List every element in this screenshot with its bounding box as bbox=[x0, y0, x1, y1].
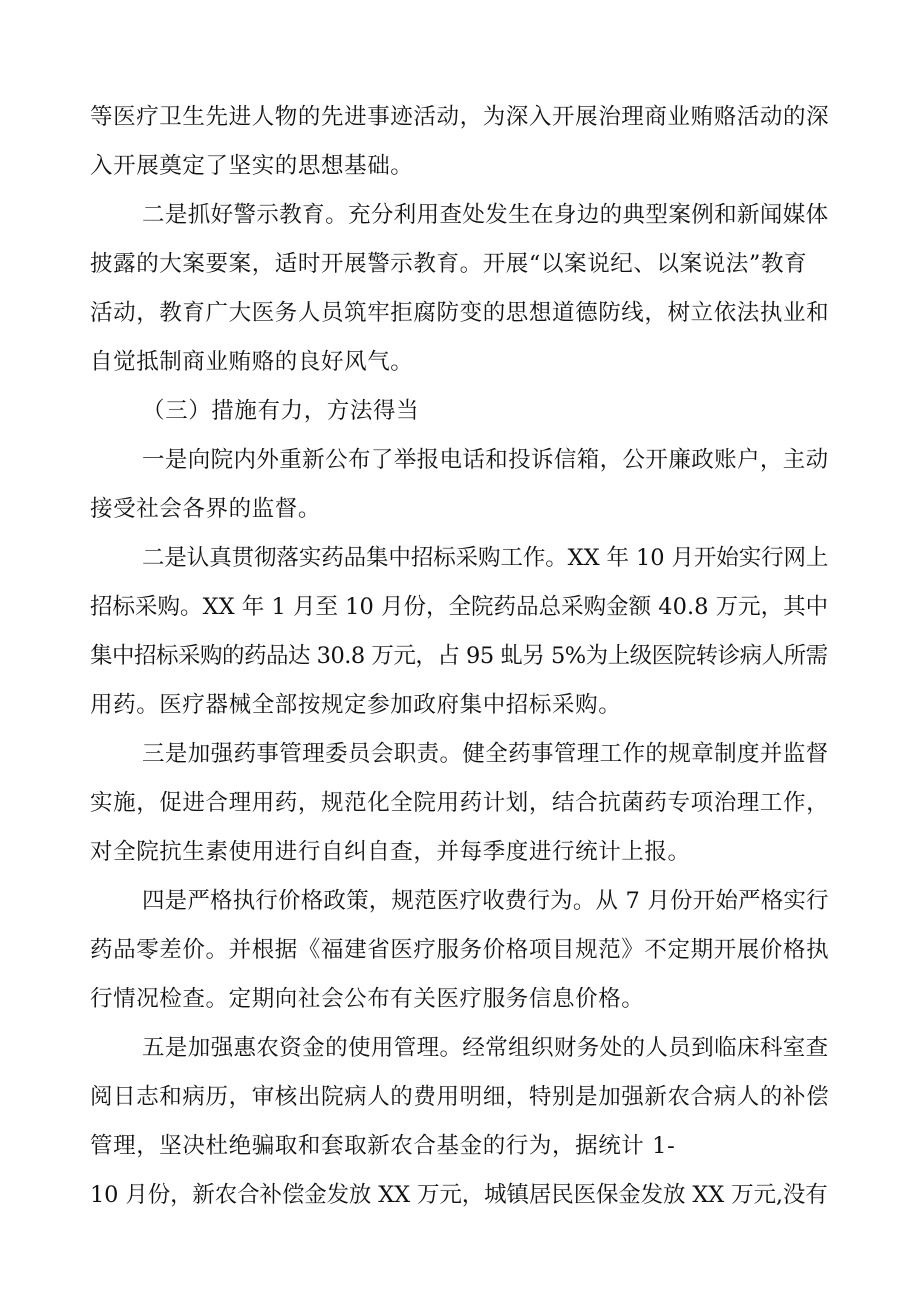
paragraph-1 bbox=[90, 93, 830, 191]
text-line: 等医疗卫生先进人物的先进事迹活动，为深入开展治理商业贿赂活动的深 bbox=[90, 104, 830, 130]
paragraph-4 bbox=[90, 534, 830, 730]
text-line: 入开展奠定了坚实的思想基础。 bbox=[90, 153, 414, 179]
text-line: 实施，促进合理用药，规范化全院用药计划，结合抗菌药专项治理工作， bbox=[90, 790, 830, 816]
text-line: 披露的大案要案，适时开展警示教育。开展“以案说纪、以案说法”教育 bbox=[90, 251, 808, 277]
text-line: 接受社会各界的监督。 bbox=[90, 496, 322, 522]
paragraph-6 bbox=[90, 877, 830, 1024]
text-line: 用药。医疗器械全部按规定参加政府集中招标采购。 bbox=[90, 692, 622, 718]
document-page bbox=[90, 93, 830, 1220]
text-line: 三是加强药事管理委员会职责。健全药事管理工作的规章制度并监督 bbox=[142, 741, 829, 767]
text-line: 10 月份，新农合补偿金发放 XX 万元，城镇居民医保金发放 XX 万元,没有 bbox=[90, 1182, 828, 1208]
text-line: 二是抓好警示教育。充分利用查处发生在身边的典型案例和新闻媒体 bbox=[142, 202, 829, 228]
text-line: 阅日志和病历，审核出院病人的费用明细，特别是加强新农合病人的补偿 bbox=[90, 1084, 830, 1110]
paragraph-7 bbox=[90, 1024, 830, 1220]
text-line: 四是严格执行价格政策，规范医疗收费行为。从 7 月份开始严格实行 bbox=[142, 888, 829, 914]
text-line: 活动，教育广大医务人员筑牢拒腐防变的思想道德防线，树立依法执业和 bbox=[90, 300, 830, 326]
text-line: 自觉抵制商业贿赂的良好风气。 bbox=[90, 349, 414, 375]
text-line: 集中招标采购的药品达 30.8 万元，占 95 虬另 5%为上级医院转诊病人所需 bbox=[90, 643, 828, 669]
text-line: 对全院抗生素使用进行自纠自查，并每季度进行统计上报。 bbox=[90, 839, 691, 865]
text-line: 行情况检查。定期向社会公布有关医疗服务信息价格。 bbox=[90, 986, 645, 1012]
section-heading: （三）措施有力，方法得当 bbox=[142, 398, 420, 424]
text-line: 五是加强惠农资金的使用管理。经常组织财务处的人员到临床科室查 bbox=[142, 1035, 829, 1061]
paragraph-2 bbox=[90, 191, 830, 387]
text-line: 一是向院内外重新公布了举报电话和投诉信箱，公开廉政账户，主动 bbox=[142, 447, 829, 473]
text-line: 二是认真贯彻落实药品集中招标采购工作。XX 年 10 月开始实行网上 bbox=[142, 545, 829, 571]
paragraph-5 bbox=[90, 730, 830, 877]
text-line: 招标采购。XX 年 1 月至 10 月份，全院药品总采购金额 40.8 万元，其中 bbox=[90, 594, 829, 620]
paragraph-3 bbox=[90, 436, 830, 534]
text-line: 管理，坚决杜绝骗取和套取新农合基金的行为，据统计 1- bbox=[90, 1133, 676, 1159]
text-line: 药品零差价。并根据《福建省医疗服务价格项目规范》不定期开展价格执 bbox=[90, 937, 830, 963]
